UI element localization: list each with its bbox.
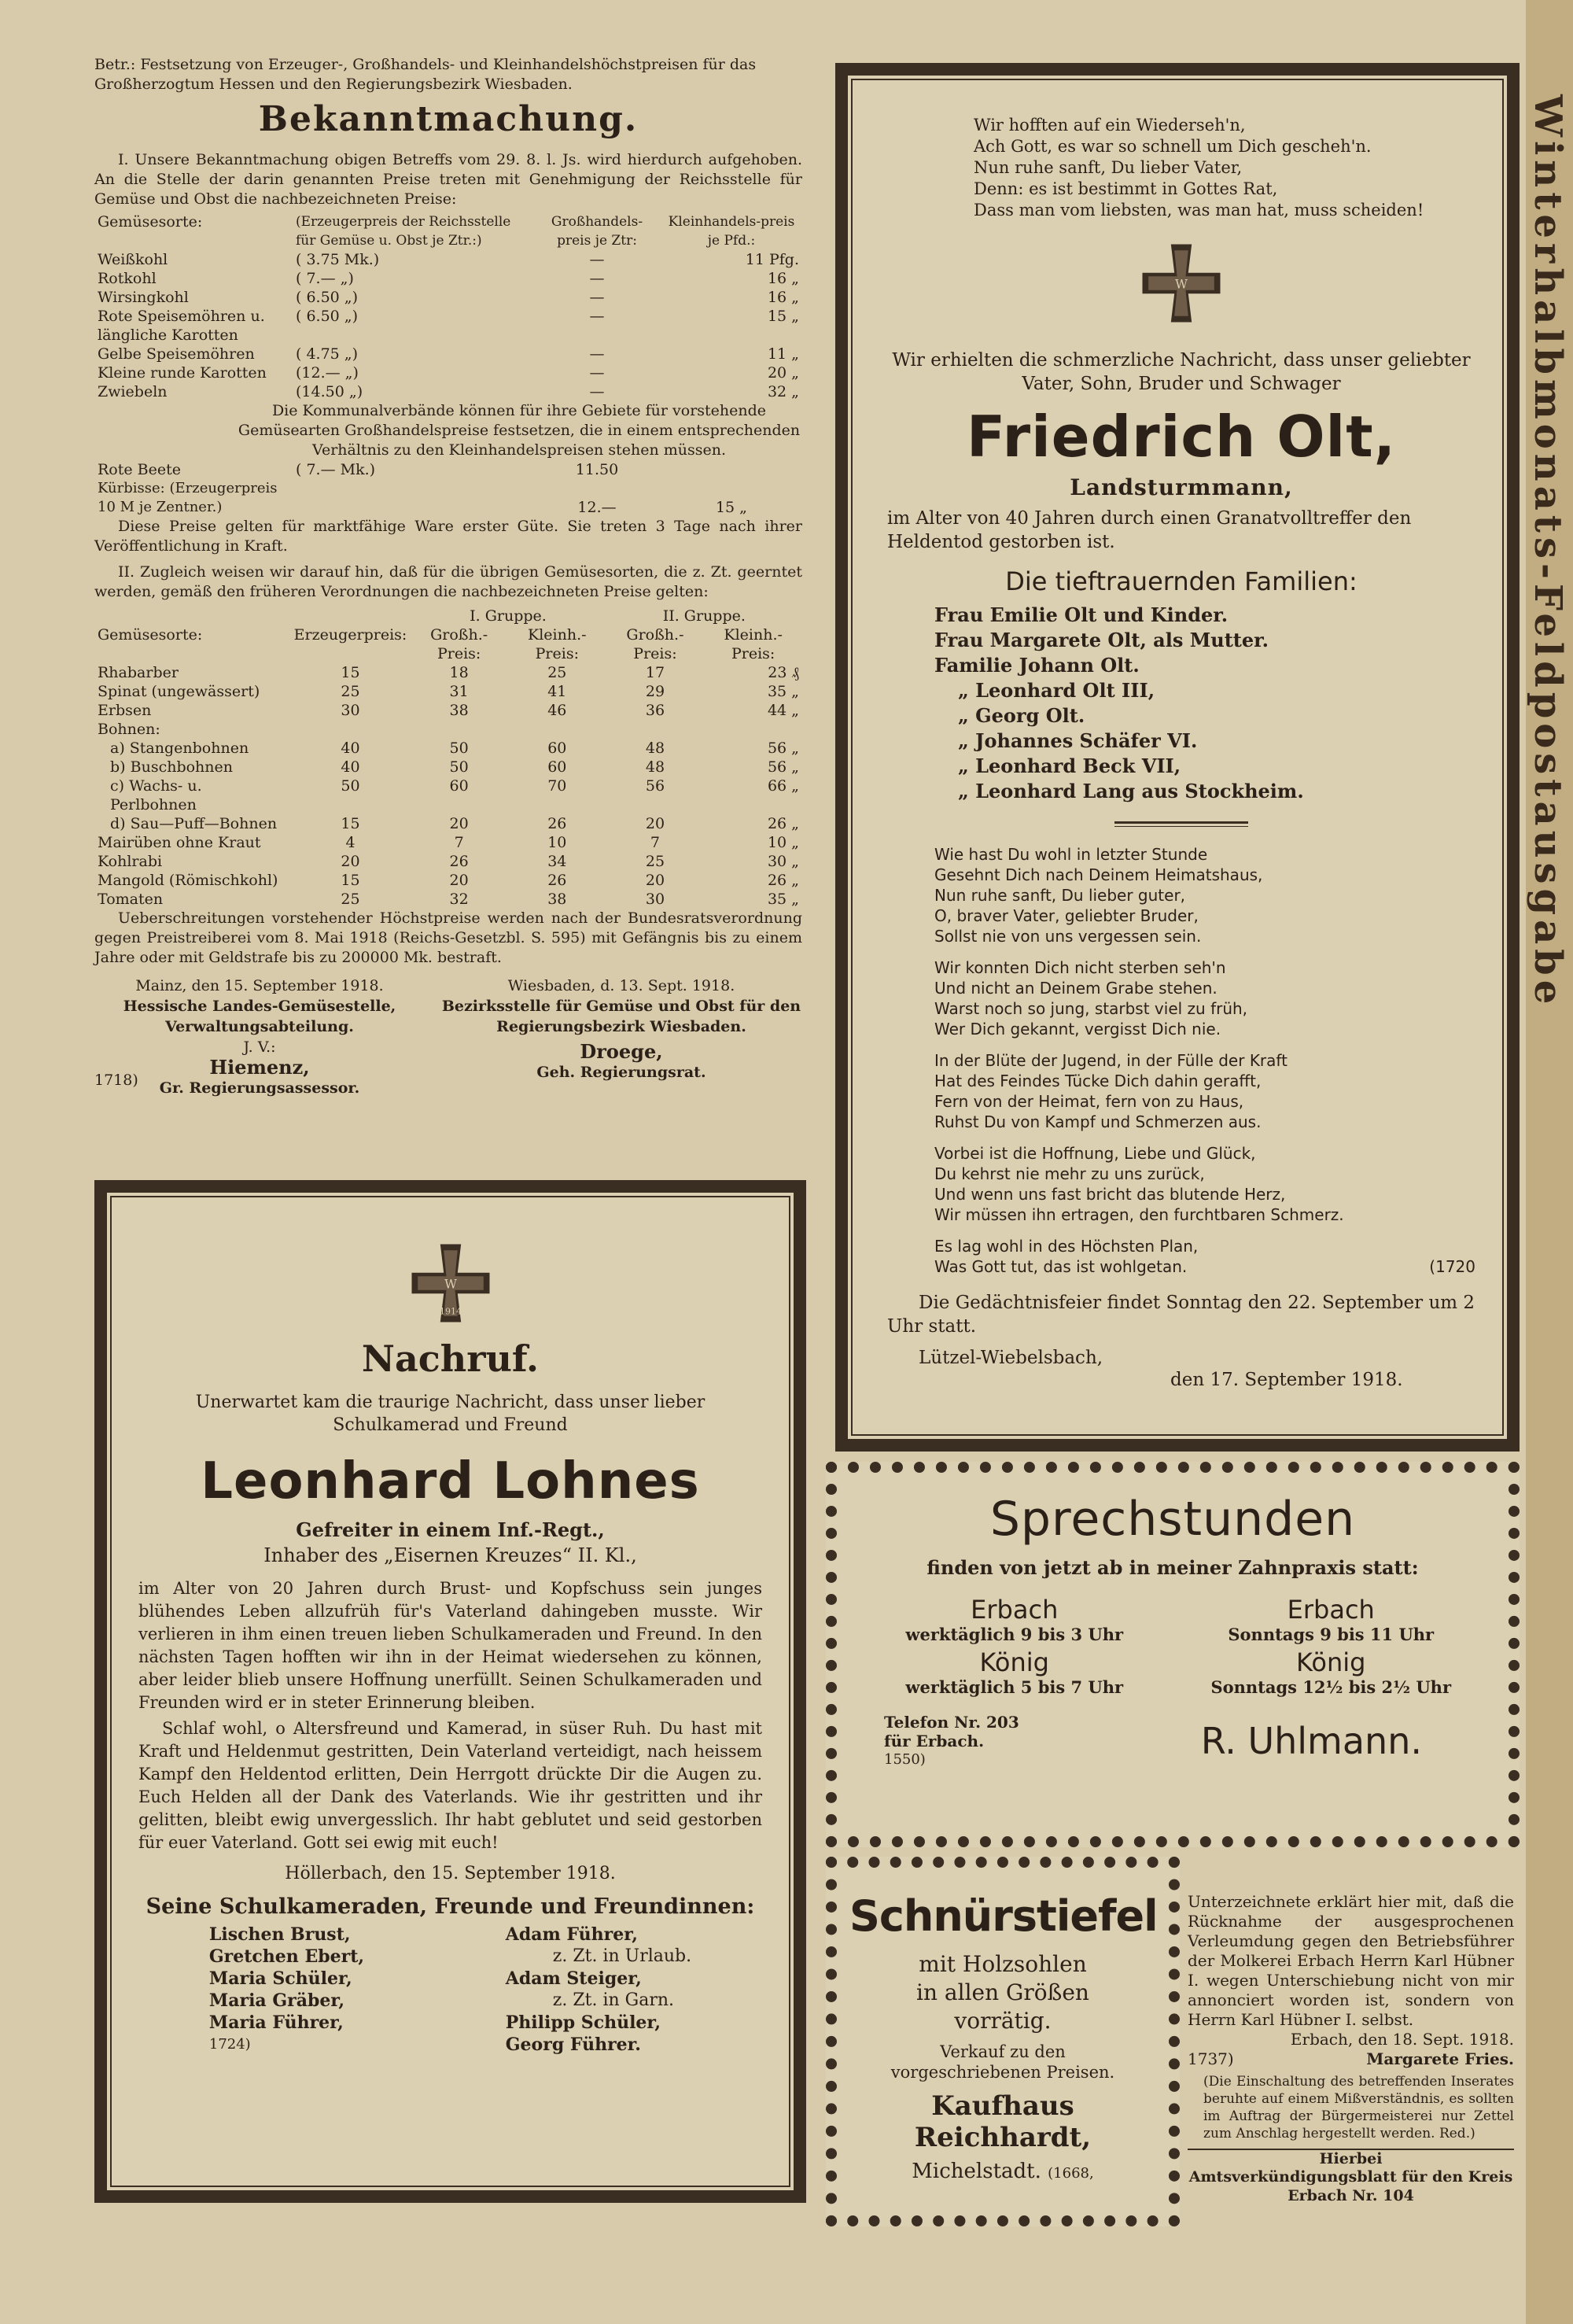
table-row: Mangold (Römischkohl) 15 20 26 20 26 „ (98, 872, 799, 889)
olt-death-notice (835, 63, 1520, 1452)
order-number: 1718) (94, 1072, 138, 1089)
telephone: Telefon Nr. 203 für Erbach. (884, 1713, 1019, 1750)
signature-right: Wiesbaden, d. 13. Sept. 1918. Bezirksstelle für Gemüse und Obst für den Regierungsbezirk Wiesbaden. Droege, Geh. Regierungsrat. (441, 977, 801, 1081)
sprechstunden-ad (826, 1462, 1520, 1847)
table-row: Gelbe Speisemöhren ( 4.75 „) — 11 „ (98, 345, 799, 363)
deceased-name: Leonhard Lohnes (201, 1452, 700, 1511)
table-row: Erbsen 30 38 46 36 44 „ (98, 702, 799, 719)
sprech-subtitle: finden von jetzt ab in meiner Zahnpraxis statt: (926, 1556, 1419, 1579)
order-number: 1724) (208, 2036, 251, 2053)
divider (1114, 821, 1248, 827)
nachruf-from: Seine Schulkameraden, Freunde und Freundinnen: (146, 1894, 755, 1919)
olt-text: im Alter von 40 Jahren durch einen Granatvolltreffer den Heldentod gestorben ist. (887, 508, 1412, 552)
table-row: Rotkohl ( 7.— „) — 16 „ (98, 270, 799, 287)
betr-label: Betr.: (94, 56, 136, 73)
nachruf-text-2: Schlaf wohl, o Altersfreund und Kamerad, in süser Ruh. Du hast mit Kraft und Heldenmut gestritten, Dein Vaterland verteidigt, nach heissem Kampf den Heldentod erlitten, Dein Herrgott drückte Dir die Augen zu. Euch Helden all der Dank des Vaterlands. Wie ihr gestritten und ihr gelitten, bleibt ewig unvergesslich. Ihr habt geblutet und seid gestorben für euer Vaterland. Gott sei ewig mit euch! (138, 1719, 762, 1852)
table-header: Gemüsesorte: (Erzeugerpreis der Reichsstelle für Gemüse u. Obst je Ztr.:) Großhandels-preis je Ztr: Kleinhandels-preis je Pfd.: (98, 213, 795, 249)
olt-poem-1: Wir hofften auf ein Wiederseh'n, Ach Gott, es war so schnell um Dich gescheh'n. Nun ruhe sanft, Du lieber Vater, Denn: es ist bestimmt in Gottes Rat, Dass man vom liebsten, was man hat, muss scheiden! (974, 116, 1424, 219)
page-edge (1526, 0, 1573, 2324)
table-row: Wirsingkohl ( 6.50 „) — 16 „ (98, 289, 799, 306)
betr-text: Festsetzung von Erzeuger-, Großhandels- und Kleinhandelshöchstpreisen für das Großherzogtum Hessen und den Regierungsbezirk Wiesbaden. (94, 56, 757, 93)
svg-text:W: W (444, 1277, 457, 1292)
olt-intro: Wir erhielten die schmerzliche Nachricht, dass unser geliebter Vater, Sohn, Bruder und Schwager (892, 350, 1471, 394)
bekanntmachung-title: Bekanntmachung. (258, 99, 639, 139)
section-2-text: II. Zugleich weisen wir darauf hin, daß für die übrigen Gemüsesorten, die z. Zt. geerntet werden, gemäß den früheren Verordnungen die nachbezeichneten Preise gelten: (94, 563, 802, 600)
table-row: d) Sau—Puff—Bohnen 15 20 26 20 26 „ (110, 815, 799, 832)
table-row: a) Stangenbohnen 40 50 60 48 56 „ (110, 740, 799, 757)
table-row: Kohlrabi 20 26 34 25 30 „ (98, 853, 799, 870)
olt-rank: Landsturmmann, (1070, 474, 1293, 500)
olt-place: Lützel-Wiebelsbach, (919, 1348, 1103, 1368)
price-table-1 (94, 212, 802, 401)
betr-line (94, 55, 802, 94)
olt-memorial: Die Gedächtnisfeier findet Sonntag den 22. September um 2 Uhr statt. (887, 1293, 1475, 1337)
table-header: Gemüsesorte: Erzeugerpreis: Großh.-Preis: Kleinh.-Preis: Großh.-Preis: Kleinh.-Preis: (98, 626, 783, 662)
edge-text: Winterhalbmonats-Feldpostausgabe (1526, 94, 1570, 1009)
signatures (94, 976, 802, 1097)
table-row: Zwiebeln (14.50 „) — 32 „ (98, 383, 799, 400)
beete-kuerbis-table (94, 460, 802, 517)
table-group-header: I. Gruppe. II. Gruppe. (470, 607, 746, 625)
olt-name: Friedrich Olt, (967, 404, 1396, 470)
sprech-name: R. Uhlmann. (1200, 1720, 1422, 1762)
olt-families-title: Die tieftrauernden Familien: (1005, 566, 1357, 596)
table-row: Rote Beete ( 7.— Mk.) 11.50 (98, 461, 619, 478)
bekanntmachung (94, 55, 802, 1097)
order-number: 1737) (1188, 2049, 1234, 2068)
deceased-rank: Gefreiter in einem Inf.-Regt., (296, 1518, 605, 1541)
retraction-notice: Unterzeichnete erklärt hier mit, daß die Rücknahme der ausgesprochenen Verleumdung gegen den Betriebsführer der Molkerei Erbach Herrn Karl Hübner I. wegen Unterschiebung nicht von mir annonciert worden ist, sondern von Herrn Karl Hübner I. selbst. Erbach, den 18. Sept. 1918. 1737) Margarete Fries. (Die Einschaltung des betreffenden Inserates beruhte auf einem Mißverständnis, es sollten im Auftrag der Bürgermeisterei nur Zettel zum Anschlag hergestellt werden. Red.) Hierbei Amtsverkündigungsblatt für den Kreis Erbach Nr. 104 (1188, 1892, 1514, 2204)
table-row: Weißkohl ( 3.75 Mk.) — 11 Pfg. (98, 251, 799, 268)
iron-cross-icon (1138, 240, 1225, 326)
olt-poem-2: Wie hast Du wohl in letzter Stunde Gesehnt Dich nach Deinem Heimatshaus, Nun ruhe sanft, Du lieber guter, O, braver Vater, geliebter Bruder, Sollst nie von uns vergessen sein. Wir konnten Dich nicht sterben seh'n Und nicht an Deinem Grabe stehen. Warst noch so jung, starbst viel zu früh, Wer Dich gekannt, vergisst Dich nie. In der Blüte der Jugend, in der Fülle der Kraft Hat des Feindes Tücke Dich dahin gerafft, Fern von der Heimat, fern von zu Haus, Ruhst Du von Kampf und Schmerzen aus. Vorbei ist die Hoffnung, Liebe und Glück, Du kehrst nie mehr zu uns zurück, Und wenn uns fast bricht das blutende Herz, Wir müssen ihn ertragen, den furchtbaren Schmerz. Es lag wohl in des Höchsten Plan, Was Gott tut, das ist wohlgetan. (1720 (934, 845, 1475, 1276)
table-row: Mairüben ohne Kraut 4 7 10 7 10 „ (98, 834, 799, 851)
table-row: b) Buschbohnen 40 50 60 48 56 „ (110, 758, 799, 776)
table-row: c) Wachs- u. Perlbohnen 50 60 70 56 66 „ (110, 777, 799, 813)
strafe-text: Ueberschreitungen vorstehender Höchstpreise werden nach der Bundesratsverordnung gegen Preistreiberei vom 8. Mai 1918 (Reichs-Gesetzbl. S. 595) mit Gefängnis bis zu einem Jahre oder mit Geldstrafe bis zu 200000 Mk. bestraft. (94, 909, 802, 966)
svg-text:1914: 1914 (439, 1306, 462, 1317)
nachruf-title: Nachruf. (361, 1337, 540, 1380)
table-row: Rote Speisemöhren u. längliche Karotten ( 6.50 „) — 15 „ (98, 308, 799, 344)
preise-gelten-text: Diese Preise gelten für marktfähige Ware erster Güte. Sie treten 3 Tage nach ihrer Veröffentlichung in Kraft. (94, 518, 802, 555)
svg-text:W: W (1175, 277, 1188, 292)
schnuerstiefel-ad: Schnürstiefel mit Holzsohlen in allen Größen vorrätig. Verkauf zu den vorgeschriebenen Preisen. Kaufhaus Reichhardt, Michelstadt. (1668, (826, 1857, 1180, 2226)
table-row: Tomaten 25 32 38 30 35 „ (98, 891, 799, 908)
order-number: 1550) (884, 1751, 926, 1768)
signature-left: Mainz, den 15. September 1918. Hessische Landes-Gemüsestelle, Verwaltungsabteilung. J. V.: Hiemenz, Gr. Regierungsassessor. (123, 977, 396, 1097)
deceased-award: Inhaber des „Eisernen Kreuzes“ II. Kl., (263, 1544, 637, 1566)
table-row: Spinat (ungewässert) 25 31 41 29 35 „ (98, 683, 799, 700)
iron-cross-icon (407, 1240, 494, 1326)
schnuer-title: Schnürstiefel (849, 1891, 1158, 1941)
nachruf-place-date: Höllerbach, den 15. September 1918. (285, 1864, 616, 1883)
intro-text: I. Unsere Bekanntmachung obigen Betreffs vom 29. 8. l. Js. wird hierdurch aufgehoben. An die Stelle der darin genannten Preise treten mit Genehmigung der Reichsstelle für Gemüse und Obst die nachbezeichneten Preise: (94, 151, 802, 208)
table-row: Bohnen: (98, 721, 160, 738)
nachruf-intro: Unerwartet kam die traurige Nachricht, dass unser lieber Schulkamerad und Freund (195, 1393, 705, 1435)
schnuer-shop: Kaufhaus Reichhardt, (914, 2090, 1092, 2153)
table-row: Kürbisse: (Erzeugerpreis 10 M je Zentner.) 12.— 15 „ (98, 480, 748, 516)
olt-date: den 17. September 1918. (1170, 1370, 1403, 1390)
olt-families: Frau Emilie Olt und Kinder. Frau Margarete Olt, als Mutter. Familie Johann Olt. „ Leonhard Olt III, „ Georg Olt. „ Johannes Schäfer VI. „ Leonhard Beck VII, „ Leonhard Lang aus Stockheim. (934, 603, 1304, 802)
price-table-2 (94, 607, 802, 909)
nachruf-text-1: im Alter von 20 Jahren durch Brust- und Kopfschuss sein junges blühendes Leben allzufrüh für's Vaterland dahingeben musste. Wir verlieren in ihm einen treuen lieben Schulkameraden und Freund. In den nächsten Tagen hofften wir ihn in der Heimat wiedersehen zu können, aber leider blieb unsere Hoffnung unerfüllt. Seinen Schulkameraden und Freunden wird er in steter Erinnerung bleiben. (138, 1579, 762, 1712)
nachruf-notice (94, 1180, 806, 2203)
order-number: (1720 (1429, 1257, 1475, 1276)
kommunal-text: Die Kommunalverbände können für ihre Gebiete für vorstehende Gemüsearten Großhandelspreise festsetzen, die in einem entsprechenden Verhältnis zu den Kleinhandelspreisen stehen müssen. (238, 402, 801, 459)
sprech-title: Sprechstunden (989, 1492, 1356, 1547)
table-row: Kleine runde Karotten (12.— „) — 20 „ (98, 364, 799, 382)
retraction-text: Unterzeichnete erklärt hier mit, daß die Rücknahme der ausgesprochenen Verleumdung gegen den Betriebsführer der Molkerei Erbach Herrn Karl Hübner I. wegen Unterschiebung nicht von mir annonciert worden ist, sondern von Herrn Karl Hübner I. selbst. (1188, 1892, 1514, 2029)
order-number: (1668, (1048, 2165, 1094, 2182)
table-row: Rhabarber 15 18 25 17 23 ₰ (98, 664, 799, 681)
sprech-times: Erbach werktäglich 9 bis 3 Uhr König werktäglich 5 bis 7 Uhr Erbach Sonntags 9 bis 11 Uhr König Sonntags 12½ bis 2½ Uhr (905, 1595, 1452, 1697)
nachruf-names: Lischen Brust, Gretchen Ebert, Maria Schüler, Maria Gräber, Maria Führer, 1724) Adam Führer, z. Zt. in Urlaub. Adam Steiger, z. Zt. in Garn. Philipp Schüler, Georg Führer. (208, 1924, 692, 2055)
